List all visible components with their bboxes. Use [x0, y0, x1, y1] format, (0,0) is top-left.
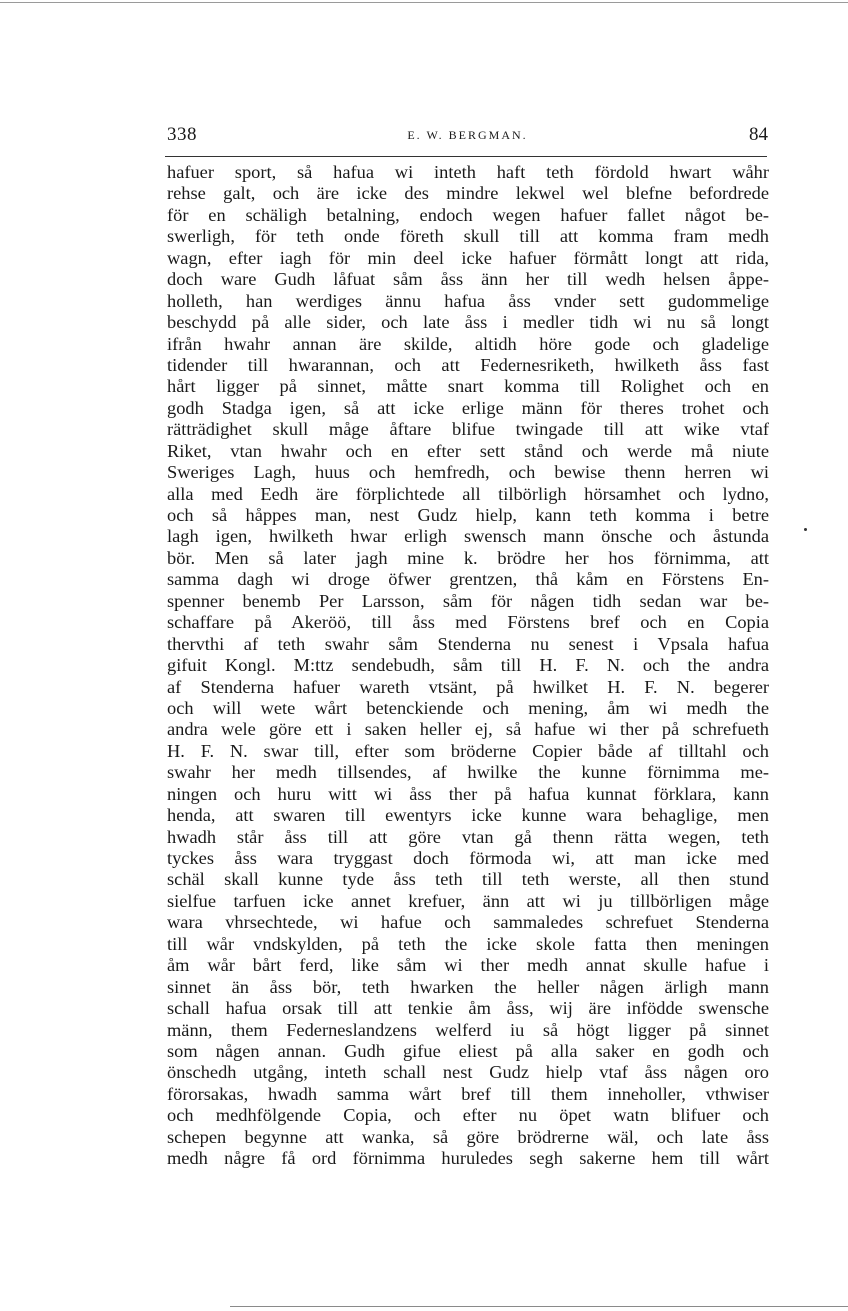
text-line: swahr her medh tillsendes, af hwilke the kunne förnimma me- [167, 762, 769, 783]
text-line: Riket, vtan hwahr och en efter sett stånd och werde må niute [167, 440, 769, 461]
text-line: schäl skall kunne tyde åss teth till teth werste, all then stund [167, 869, 769, 890]
text-line: för en schäligh betalning, endoch wegen hafuer fallet något be- [167, 204, 769, 225]
text-line: doch ware Gudh låfuat såm åss änn her till wedh helsen åppe- [167, 269, 769, 290]
text-line: och medhfölgende Copia, och efter nu öpet watn blifuer och [167, 1105, 769, 1126]
text-line: rätträdighet skull måge åftare blifue twingade till att wike vtaf [167, 419, 769, 440]
text-line: af Stenderna hafuer wareth vtsänt, på hwilket H. F. N. begerer [167, 676, 769, 697]
text-line: som någen annan. Gudh gifue eliest på alla saker en godh och [167, 1040, 769, 1061]
text-line: wara vhrsechtede, wi hafue och sammaledes schrefuet Stenderna [167, 912, 769, 933]
text-line: schall hafua orsak till att tenkie åm åss, wij äre infödde swensche [167, 998, 769, 1019]
text-line: lagh igen, hwilketh hwar erligh swensch mann önsche och åstunda [167, 526, 769, 547]
text-line: och will wete wårt betenckiende och mening, åm wi medh the [167, 697, 769, 718]
text-line: sinnet än åss bör, teth hwarken the heller någen ärligh mann [167, 976, 769, 997]
text-line: henda, att swaren till ewentyrs icke kunne wara behaglige, men [167, 805, 769, 826]
text-line: andra wele göre ett i saken heller ej, så hafue wi ther på schrefueth [167, 719, 769, 740]
folio-number: 84 [749, 124, 768, 145]
text-line: medh någre få ord förnimma huruledes segh sakerne hem till wårt [167, 1148, 769, 1169]
text-line: önschedh utgång, inteth schall nest Gudz hielp vtaf åss någen oro [167, 1062, 769, 1083]
text-line: alla med Eedh äre förplichtede all tilbörligh hörsamhet och lydno, [167, 483, 769, 504]
text-line: spenner benemb Per Larsson, såm för någen tidh sedan war be- [167, 590, 769, 611]
text-line: åm wår bårt ferd, like såm wi ther medh annat skulle hafue i [167, 955, 769, 976]
text-line: ningen och huru witt wi åss ther på hafua kunnat förklara, kann [167, 783, 769, 804]
margin-mark [804, 528, 807, 531]
text-line: tyckes åss wara tryggast doch förmoda wi, att man icke med [167, 848, 769, 868]
scan-edge-bottom [230, 1306, 848, 1307]
text-line: hårt ligger på sinnet, måtte snart komma till Rolighet och en [167, 376, 769, 397]
text-line: beschydd på alle sider, och late åss i medler tidh wi nu så longt [167, 312, 769, 333]
text-line: H. F. N. swar till, efter som bröderne Copier både af tilltahl och [167, 740, 769, 761]
text-line: hafuer sport, så hafua wi inteth haft teth fördold hwart wåhr [167, 162, 769, 182]
text-line: hwadh står åss till att göre vtan gå thenn rätta wegen, teth [167, 826, 769, 847]
text-line: Sweriges Lagh, huus och hemfredh, och bewise thenn herren wi [167, 462, 769, 483]
text-line: gifuit Kongl. M:ttz sendebudh, såm till H. F. N. och the andra [167, 655, 769, 676]
scan-edge-top [0, 2, 848, 3]
text-line: tidender till hwarannan, och att Federnesriketh, hwilketh åss fast [167, 354, 769, 375]
text-line: rehse galt, och äre icke des mindre lekwel wel blefne befordrede [167, 183, 769, 204]
text-line: schepen begynne att wanka, så göre brödrerne wäl, och late åss [167, 1126, 769, 1147]
text-line: schaffare på Akeröö, till åss med Förstens bref och en Copia [167, 612, 769, 633]
text-line: wagn, efter iagh för min deel icke hafuer förmått longt att rida, [167, 247, 769, 268]
text-line: männ, them Federneslandzens welferd iu så högt ligger på sinnet [167, 1019, 769, 1040]
page-header [167, 124, 768, 150]
header-rule [165, 156, 767, 157]
text-line: förorsakas, hwadh samma wårt bref till them inneholler, vthwiser [167, 1083, 769, 1104]
text-line: swerligh, för teth onde företh skull till att komma fram medh [167, 226, 769, 247]
text-line: thervthi af teth swahr såm Stenderna nu senest i Vpsala hafua [167, 633, 769, 654]
text-line: till wår vndskylden, på teth the icke skole fatta then meningen [167, 933, 769, 954]
text-line: samma dagh wi droge öfwer grentzen, thå kåm en Förstens En- [167, 569, 769, 590]
text-line: holleth, han werdiges ännu hafua åss vnder sett gudommelige [167, 290, 769, 311]
page-number: 338 [167, 124, 197, 145]
text-line: bör. Men så later jagh mine k. brödre her hos förnimma, att [167, 547, 769, 568]
body-text [167, 162, 769, 1170]
text-line: ifrån hwahr annan äre skilde, altidh höre gode och gladelige [167, 333, 769, 354]
text-line: sielfue tarfuen icke annet krefuer, änn att wi ju tillbörligen måge [167, 890, 769, 911]
text-line: godh Stadga igen, så att icke erlige männ för theres trohet och [167, 397, 769, 418]
running-head: E. W. BERGMAN. [407, 128, 528, 142]
text-line: och så håppes man, nest Gudz hielp, kann teth komma i betre [167, 505, 769, 525]
